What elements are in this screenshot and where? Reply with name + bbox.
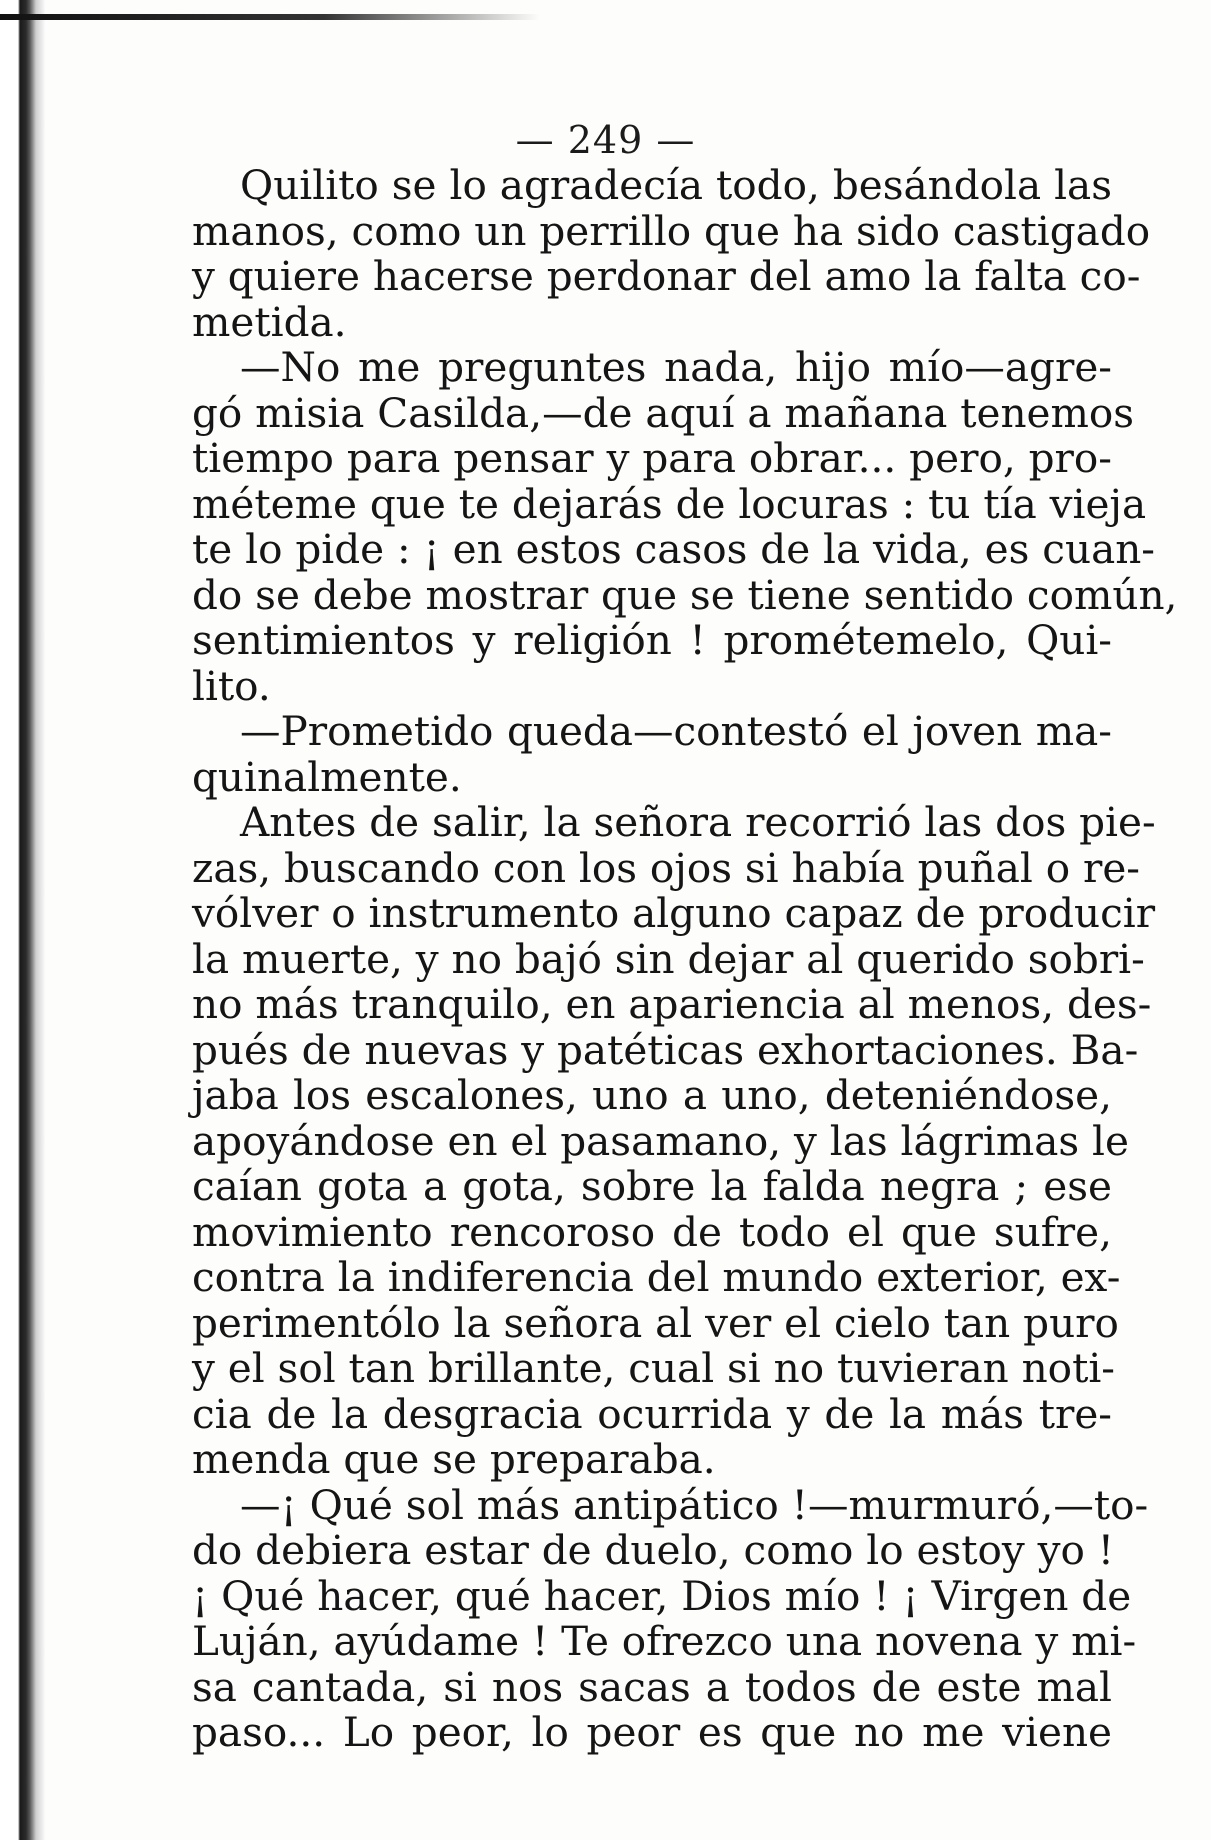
text-line: sentimientos y religión ! prométemelo, Qui- [192,616,1112,664]
text-line: perimentólo la señora al ver el cielo tan puro [192,1298,1119,1347]
text-line: y el sol tan brillante, cual si no tuvieran noti- [192,1344,1115,1392]
text-line: no más tranquilo, en apariencia al menos, des- [192,980,1152,1028]
text-line: do debiera estar de duelo, como lo estoy yo ! [192,1526,1115,1574]
text-line: menda que se preparaba. [192,1435,716,1483]
scan-top-edge [0,14,540,20]
text-line: metida. [192,297,347,346]
text-line: Quilito se lo agradecía todo, besándola las [240,161,1112,209]
text-line: movimiento rencoroso de todo el que sufre, [192,1207,1112,1256]
text-line: la muerte, y no bajó sin dejar al querido sobri- [192,934,1145,983]
text-line: do se debe mostrar que se tiene sentido común, [192,570,1178,619]
text-line: cia de la desgracia ocurrida y de la más tre- [192,1389,1112,1438]
text-line: caían gota a gota, sobre la falda negra ; ese [192,1162,1112,1210]
text-line: pués de nuevas y patéticas exhortaciones. Ba- [192,1025,1139,1074]
text-line: jaba los escalones, uno a uno, deteniéndose, [192,1071,1112,1119]
text-line: vólver o instrumento alguno capaz de producir [192,889,1156,937]
text-line: Luján, ayúdame ! Te ofrezco una novena y mi- [192,1617,1137,1665]
text-line: contra la indiferencia del mundo exterior, ex- [192,1253,1121,1301]
text-line: apoyándose en el pasamano, y las lágrimas le [192,1116,1129,1165]
binding-edge [0,0,46,1840]
text-line: te lo pide : ¡ en estos casos de la vida, es cuan- [192,525,1155,573]
text-line: —¡ Qué sol más antipático !—murmuró,—to- [240,1480,1149,1529]
text-line: zas, buscando con los ojos si había puñal o re- [192,843,1140,892]
text-line: ¡ Qué hacer, qué hacer, Dios mío ! ¡ Virgen de [192,1571,1132,1620]
text-line: y quiere hacerse perdonar del amo la falta co- [192,252,1141,300]
text-line: paso... Lo peor, lo peor es que no me viene [192,1708,1112,1756]
text-line: sa cantada, si nos sacas a todos de este mal [192,1662,1112,1711]
text-line: lito. [192,661,271,710]
text-line: méteme que te dejarás de locuras : tu tía vieja [192,479,1147,528]
body-text [192,161,1178,1756]
text-line: —Prometido queda—contestó el joven ma- [240,707,1112,755]
text-line: Antes de salir, la señora recorrió las dos pie- [240,798,1156,846]
text-line: quinalmente. [192,752,462,801]
page-number: — 249 — [515,118,696,162]
text-line: gó misia Casilda,—de aquí a mañana tenemos [192,388,1135,437]
text-line: —No me preguntes nada, hijo mío—agre- [240,343,1112,391]
text-line: tiempo para pensar y para obrar... pero, pro- [192,434,1112,482]
text-line: manos, como un perrillo que ha sido castigado [192,206,1151,255]
